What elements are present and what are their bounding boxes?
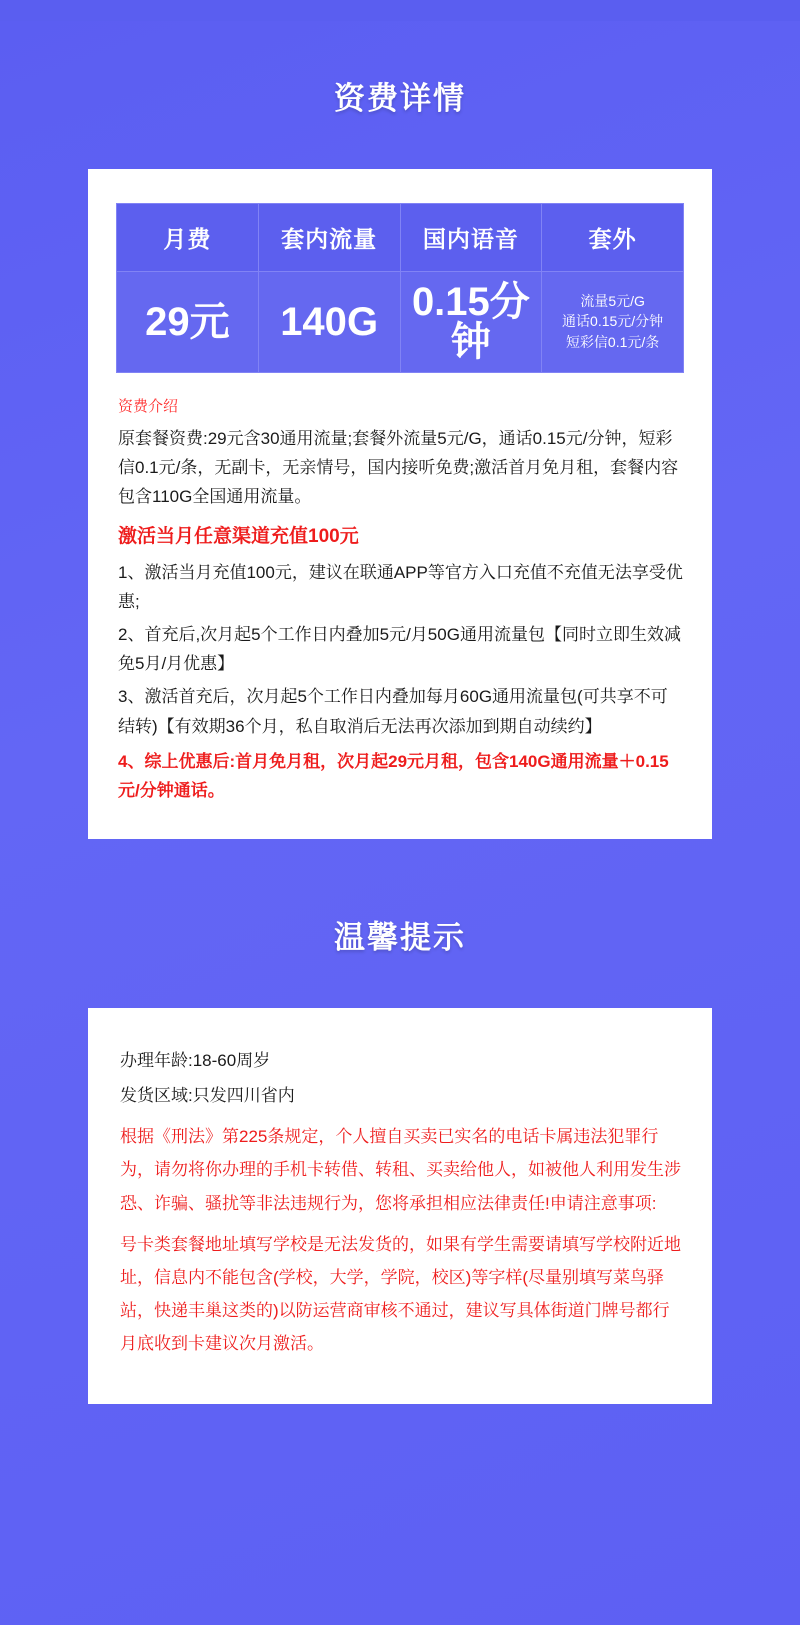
included-data-unit: G [346, 299, 379, 344]
monthly-fee-value: 29 [145, 299, 190, 344]
td-monthly-fee [117, 271, 259, 372]
tips-section-title: 温馨提示 [334, 920, 466, 956]
promo-summary: 4、综上优惠后:首月免月租，次月起29元月租，包含140G通用流量＋0.15元/分钟通话。 [118, 751, 669, 801]
th-included-data: 套内流量 [258, 203, 400, 271]
monthly-fee-unit: 元 [189, 299, 230, 344]
tips-warning-secondary: 号卡类套餐地址填写学校是无法发货的，如果有学生需要请填写学校附近地址，信息内不能包含(学校，大学，学院，校区)等字样(尽量别填写菜鸟驿站，快递丰巢这类的)以防运营商审核不通过，建议写具体街道门牌号都行月底收到卡建议次月激活。 [120, 1234, 681, 1354]
tips-card [88, 1008, 712, 1404]
voice-unit: 分钟 [450, 279, 530, 364]
voice-value: 0.15 [411, 279, 490, 324]
td-domestic-voice [400, 271, 542, 372]
out-of-plan-line-2: 通话0.15元/分钟 [562, 313, 664, 330]
th-domestic-voice: 国内语音 [400, 203, 542, 271]
rate-table [116, 203, 684, 373]
promo-item-1: 1、激活当月充值100元，建议在联通APP等官方入口充值不充值无法享受优惠; [118, 562, 683, 611]
th-out-of-plan: 套外 [542, 203, 684, 271]
promo-title: 激活当月任意渠道充值100元 [118, 526, 359, 548]
intro-label: 资费介绍 [118, 397, 179, 415]
promo-page [0, 21, 800, 1625]
table-header-row [117, 203, 684, 271]
included-data-value: 140 [280, 299, 347, 344]
rate-card [88, 169, 712, 840]
rate-section-title: 资费详情 [334, 80, 466, 116]
table-value-row [117, 271, 684, 372]
promo-item-2: 2、首充后,次月起5个工作日内叠加5元/月50G通用流量包【同时立即生效减免5月/月优惠】 [118, 625, 681, 674]
out-of-plan-line-1: 流量5元/G [580, 293, 645, 310]
tips-line-region: 发货区域:只发四川省内 [120, 1086, 295, 1106]
promo-item-3: 3、激活首充后，次月起5个工作日内叠加每月60G通用流量包(可共享不可结转)【有效期36个月，私自取消后无法再次添加到期自动续约】 [118, 687, 668, 736]
th-monthly-fee: 月费 [117, 203, 259, 271]
td-included-data [258, 271, 400, 372]
tips-line-age: 办理年龄:18-60周岁 [120, 1050, 271, 1070]
out-of-plan-line-3: 短彩信0.1元/条 [565, 333, 660, 350]
intro-text: 原套餐资费:29元含30通用流量;套餐外流量5元/G，通话0.15元/分钟，短彩信0.1元/条，无副卡，无亲情号，国内接听免费;激活首月免月租，套餐内容包含110G全国通用流量。 [118, 428, 679, 506]
tips-warning: 根据《刑法》第225条规定，个人擅自买卖已实名的电话卡属违法犯罪行为，请勿将你办理的手机卡转借、转租、买卖给他人，如被他人利用发生涉恐、诈骗、骚扰等非法违规行为，您将承担相应法律责任!申请注意事项: [120, 1127, 681, 1213]
td-out-of-plan [542, 271, 684, 372]
